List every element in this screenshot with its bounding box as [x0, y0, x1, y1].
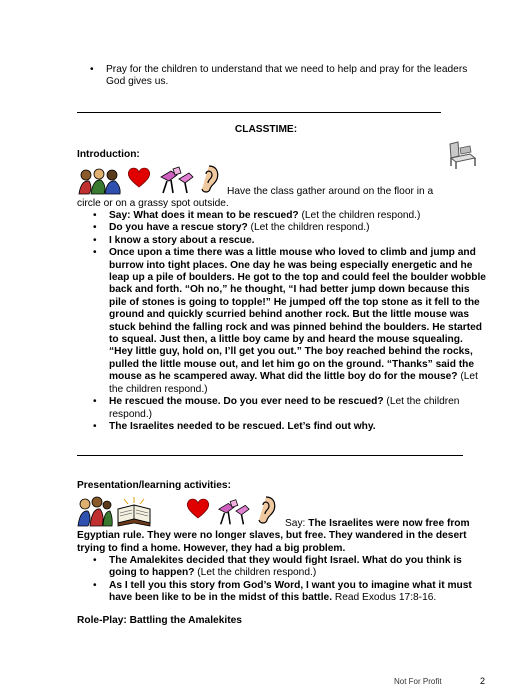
bullet-note: (Let the children respond.): [298, 210, 421, 221]
top-bullet-list: [85, 64, 485, 89]
divider: [77, 455, 463, 456]
bullet-bold-text: He rescued the mouse. Do you ever need to be rescued?: [109, 396, 384, 408]
list-item: [88, 396, 486, 421]
introduction-heading: Introduction:: [77, 149, 140, 160]
heart-icon: [127, 166, 151, 188]
footer-note: Not For Profit: [394, 677, 442, 686]
page-number: 2: [480, 676, 486, 686]
prayer-text: Pray for the children to understand that we need to help and pray for the leaders God gives us.: [106, 64, 468, 88]
bullet-bold-text: The Amalekites decided that they would fight Israel. What do you think is going to happen?: [109, 555, 462, 579]
classtime-heading: CLASSTIME:: [234, 124, 298, 135]
introduction-bullets: [88, 210, 486, 433]
bullet-bold-text: As I tell you this story from God’s Word, I want you to imagine what it must have been like to be in the midst of this battle.: [109, 579, 472, 604]
bullet-bold-text: The Israelites needed to be rescued. Let’s find out why.: [109, 420, 376, 432]
presentation-lead: [77, 518, 477, 555]
presentation-heading: Presentation/learning activities:: [77, 480, 231, 491]
bullet-note: Read Exodus 17:8-16.: [332, 592, 437, 604]
list-item: [88, 555, 486, 580]
say-label: Say:: [285, 518, 309, 529]
heart-icon: [186, 497, 210, 519]
bullet-bold-text: Do you have a rescue story?: [109, 222, 248, 234]
list-item: [88, 222, 486, 234]
bullet-note: (Let the children respond.): [109, 371, 478, 395]
list-item: [88, 247, 486, 396]
list-item: [88, 580, 486, 605]
say-label: Say:: [109, 210, 134, 221]
bullet-note: (Let the children respond.): [194, 567, 317, 579]
presentation-lead-text: The Israelites were now free from Egyptian rule. They were no longer slaves, but free. They wandered in the desert trying to find a home. However, they had a big problem.: [77, 518, 470, 554]
bullet-bold-text: What does it mean to be rescued?: [133, 210, 299, 221]
bullet-note: (Let the children respond.): [247, 222, 370, 234]
bullet-note: (Let the children respond.): [109, 396, 460, 420]
introduction-lead-text: Have the class gather around on the floor in a circle or on a grassy spot outside.: [77, 186, 434, 210]
list-item: [85, 64, 485, 89]
bullet-bold-text: I know a story about a rescue.: [109, 234, 255, 246]
list-item: [88, 235, 486, 247]
presentation-bullets: [88, 555, 486, 605]
introduction-lead: [77, 186, 449, 211]
divider: [77, 112, 441, 113]
list-item: [88, 210, 486, 222]
roleplay-heading: Role-Play: Battling the Amalekites: [77, 615, 242, 626]
list-item: [88, 421, 486, 433]
bullet-bold-text: Once upon a time there was a little mouse who loved to climb and jump and burrow into tight places. One day he was being especially energetic and he leap up a pile of boulders. He got to the top and could feel the boulder wobble back and forth. “Oh no,” he thought, “I had better jump down because this pile of stones is going to topple!” He jumped off the top stone as it fell to the ground and quickly scurried behind another rock. But the little mouse was stuck behind the falling rock and was pinned behind the boulders. He started to squeal. Just then, a little boy came by and heard the mouse squealing. “Hey little guy, hold on, I’ll get you out.” The boy reached behind the rocks, pulled the little mouse out, and let him go on the ground. “Thanks” said the mouse as he scampered away. What did the little boy do for the mouse?: [109, 247, 486, 383]
